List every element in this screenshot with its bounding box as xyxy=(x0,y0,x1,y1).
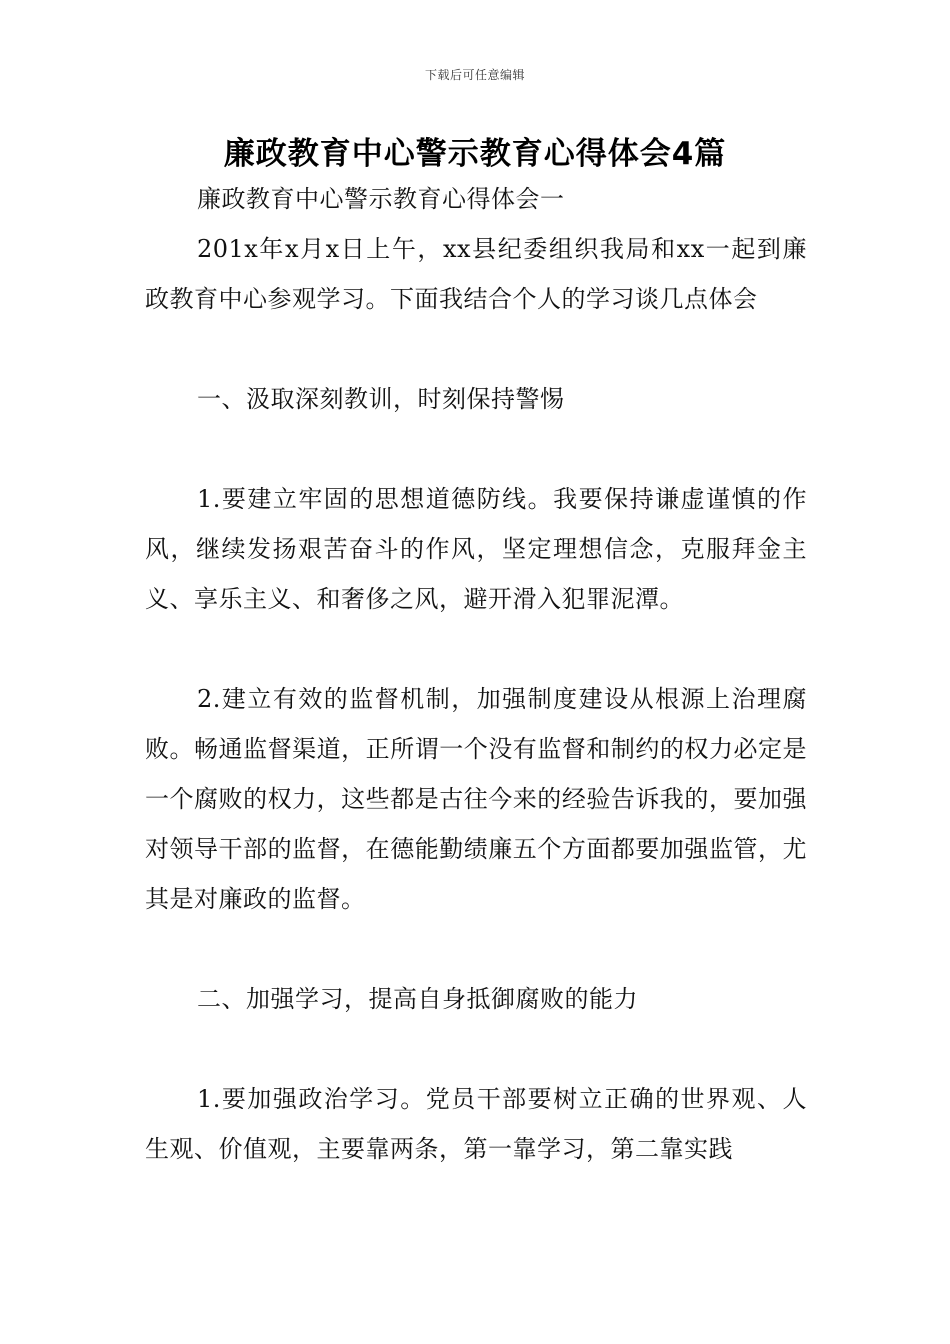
intro-paragraph: 201x年x月x日上午，xx县纪委组织我局和xx一起到廉政教育中心参观学习。下面我结合个人的学习谈几点体会 xyxy=(145,235,807,313)
paragraph-spacer xyxy=(145,324,807,374)
point-two-paragraph: 2.建立有效的监督机制，加强制度建设从根源上治理腐败。畅通监督渠道，正所谓一个没有监督和制约的权力必定是一个腐败的权力，这些都是古往今来的经验告诉我的，要加强对领导干部的监督，在德能勤绩廉五个方面都要加强监管，尤其是对廉政的监督。 xyxy=(145,685,807,913)
header-note: 下载后可任意编辑 xyxy=(424,68,525,82)
heading-part-one: 一、汲取深刻教训，时刻保持警惕 xyxy=(197,385,565,413)
paragraph-spacer xyxy=(145,424,807,474)
study-paragraph: 1.要加强政治学习。党员干部要树立正确的世界观、人生观、价值观，主要靠两条，第一靠学习，第二靠实践 xyxy=(145,1085,807,1163)
section-heading-1: 廉政教育中心警示教育心得体会一 xyxy=(197,185,565,213)
document-body xyxy=(145,174,807,1174)
paragraph-spacer xyxy=(145,1024,807,1074)
heading-part-two: 二、加强学习，提高自身抵御腐败的能力 xyxy=(197,985,638,1013)
point-one-paragraph: 1.要建立牢固的思想道德防线。我要保持谦虚谨慎的作风，继续发扬艰苦奋斗的作风，坚定理想信念，克服拜金主义、享乐主义、和奢侈之风，避开滑入犯罪泥潭。 xyxy=(145,485,807,613)
document-title: 廉政教育中心警示教育心得体会4篇 xyxy=(223,136,727,172)
paragraph-spacer xyxy=(145,924,807,974)
paragraph-spacer xyxy=(145,624,807,674)
